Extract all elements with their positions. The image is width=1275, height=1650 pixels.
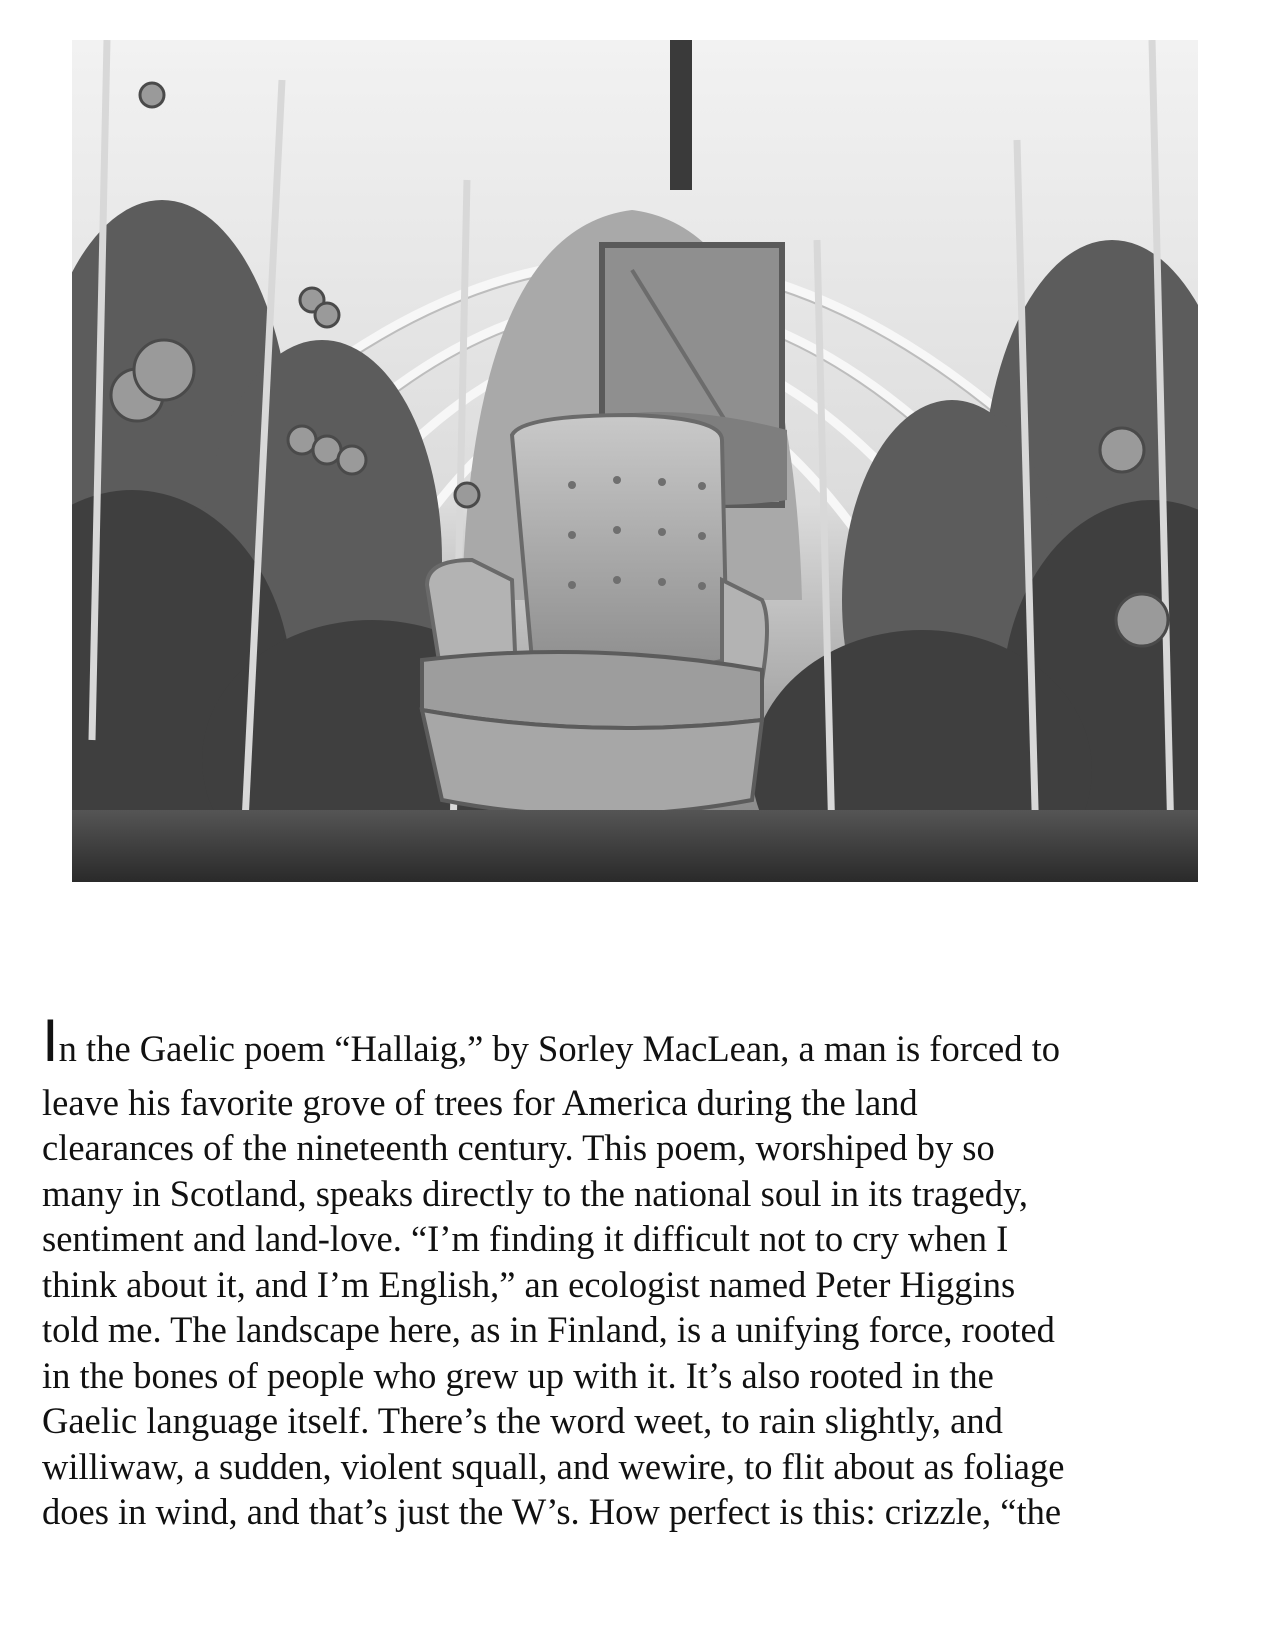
article-first-line: [42, 1007, 1232, 1074]
article-line-7: told me. The landscape here, as in Finland, is a unifying force, rooted: [42, 1309, 1055, 1350]
greenhouse-photo: [72, 40, 1198, 882]
article-line-10: williwaw, a sudden, violent squall, and wewire, to flit about as foliage: [42, 1445, 1065, 1487]
article-line-3: clearances of the nineteenth century. This poem, worshiped by so: [42, 1127, 995, 1168]
article-line-1: n the Gaelic poem “Hallaig,” by Sorley MacLean, a man is forced to: [58, 1028, 1061, 1069]
article-line-6: think about it, and I’m English,” an ecologist named Peter Higgins: [42, 1263, 1016, 1305]
article-line-4: many in Scotland, speaks directly to the national soul in its tragedy,: [42, 1172, 1028, 1214]
article-line-2: leave his favorite grove of trees for America during the land: [42, 1081, 918, 1123]
drop-cap: I: [42, 1007, 59, 1074]
article-line-11: does in wind, and that’s just the W’s. How perfect is this: crizzle, “the: [42, 1491, 1062, 1532]
article-line-9: Gaelic language itself. There’s the word weet, to rain slightly, and: [42, 1400, 1003, 1441]
article-line-8: in the bones of people who grew up with it. It’s also rooted in the: [42, 1354, 994, 1396]
article-body: [42, 1007, 1232, 1535]
article-line-5: sentiment and land-love. “I’m finding it difficult not to cry when I: [42, 1218, 1009, 1259]
photo-illustration: [72, 40, 1198, 882]
